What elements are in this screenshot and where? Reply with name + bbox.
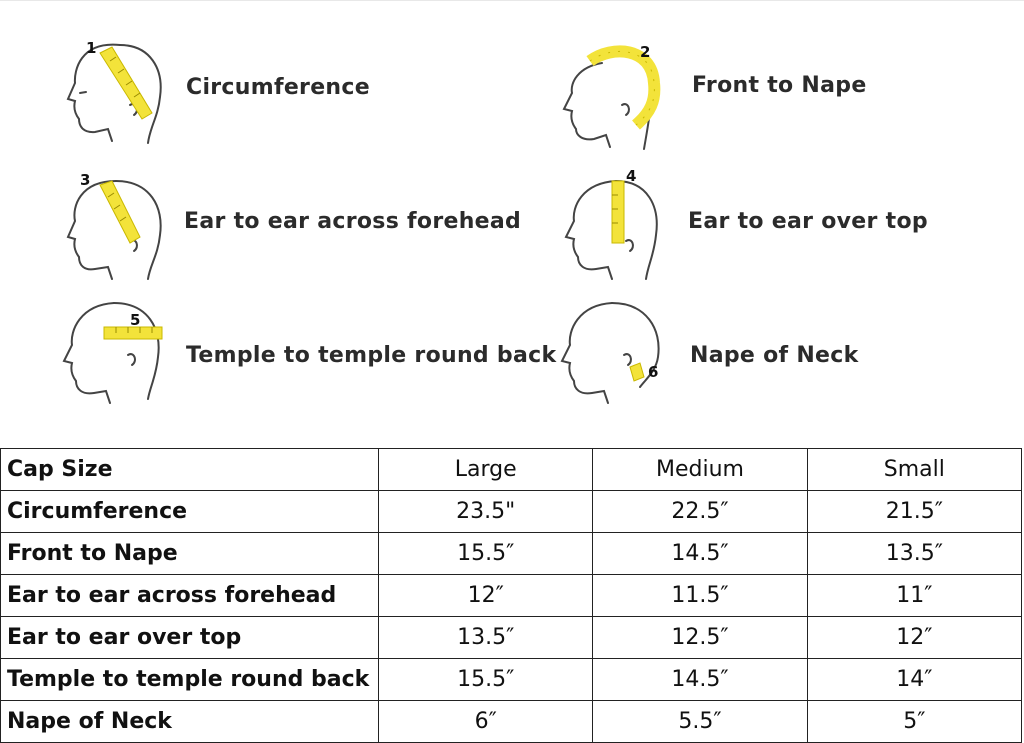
cell-small: 11″: [807, 575, 1021, 617]
header-cap-size: Cap Size: [1, 449, 379, 491]
guide-number: 6: [648, 363, 659, 381]
guide-label: Nape of Neck: [690, 343, 859, 368]
guide-item-circumference: [0, 1, 512, 151]
cell-medium: 14.5″: [593, 659, 807, 701]
guide-label: Temple to temple round back: [186, 343, 557, 368]
head-front-to-nape-icon: [512, 1, 712, 151]
table-row: [1, 659, 1022, 701]
guide-number: 4: [626, 167, 637, 185]
guide-item-temple-to-temple: [0, 291, 557, 431]
table-row: [1, 491, 1022, 533]
guide-item-nape-of-neck: [512, 291, 1024, 431]
cell-medium: 5.5″: [593, 701, 807, 743]
header-large: Large: [379, 449, 593, 491]
cell-small: 21.5″: [807, 491, 1021, 533]
cell-small: 5″: [807, 701, 1021, 743]
cell-large: 23.5": [379, 491, 593, 533]
header-small: Small: [807, 449, 1021, 491]
cell-large: 15.5″: [379, 659, 593, 701]
cap-size-table: [0, 448, 1022, 743]
row-label: Circumference: [1, 491, 379, 533]
guide-label: Ear to ear across forehead: [184, 209, 522, 234]
cell-small: 13.5″: [807, 533, 1021, 575]
row-label: Front to Nape: [1, 533, 379, 575]
guide-number: 3: [80, 171, 91, 189]
guide-item-ear-to-ear-forehead: [0, 151, 522, 291]
guide-label: Ear to ear over top: [688, 209, 928, 234]
cell-medium: 11.5″: [593, 575, 807, 617]
cell-small: 14″: [807, 659, 1021, 701]
cell-medium: 22.5″: [593, 491, 807, 533]
guide-label: Circumference: [186, 75, 370, 100]
row-label: Ear to ear across forehead: [1, 575, 379, 617]
guide-label: Front to Nape: [692, 73, 867, 98]
guide-number: 5: [130, 311, 141, 329]
cell-large: 15.5″: [379, 533, 593, 575]
cell-medium: 12.5″: [593, 617, 807, 659]
head-circumference-icon: [0, 1, 200, 151]
row-label: Temple to temple round back: [1, 659, 379, 701]
table-row: [1, 533, 1022, 575]
guide-number: 2: [640, 43, 651, 61]
table-row: [1, 575, 1022, 617]
cell-large: 13.5″: [379, 617, 593, 659]
head-nape-of-neck-icon: [512, 291, 712, 431]
head-ear-to-ear-top-icon: [512, 151, 712, 291]
guide-item-ear-to-ear-top: [512, 151, 1024, 291]
cell-medium: 14.5″: [593, 533, 807, 575]
row-label: Nape of Neck: [1, 701, 379, 743]
guide-item-front-to-nape: [512, 1, 1024, 151]
row-label: Ear to ear over top: [1, 617, 379, 659]
cell-small: 12″: [807, 617, 1021, 659]
header-medium: Medium: [593, 449, 807, 491]
cell-large: 6″: [379, 701, 593, 743]
head-ear-to-ear-forehead-icon: [0, 151, 200, 291]
cell-large: 12″: [379, 575, 593, 617]
table-row: [1, 701, 1022, 743]
table-header-row: [1, 449, 1022, 491]
table-row: [1, 617, 1022, 659]
head-temple-to-temple-icon: [0, 291, 200, 431]
guide-number: 1: [86, 39, 97, 57]
